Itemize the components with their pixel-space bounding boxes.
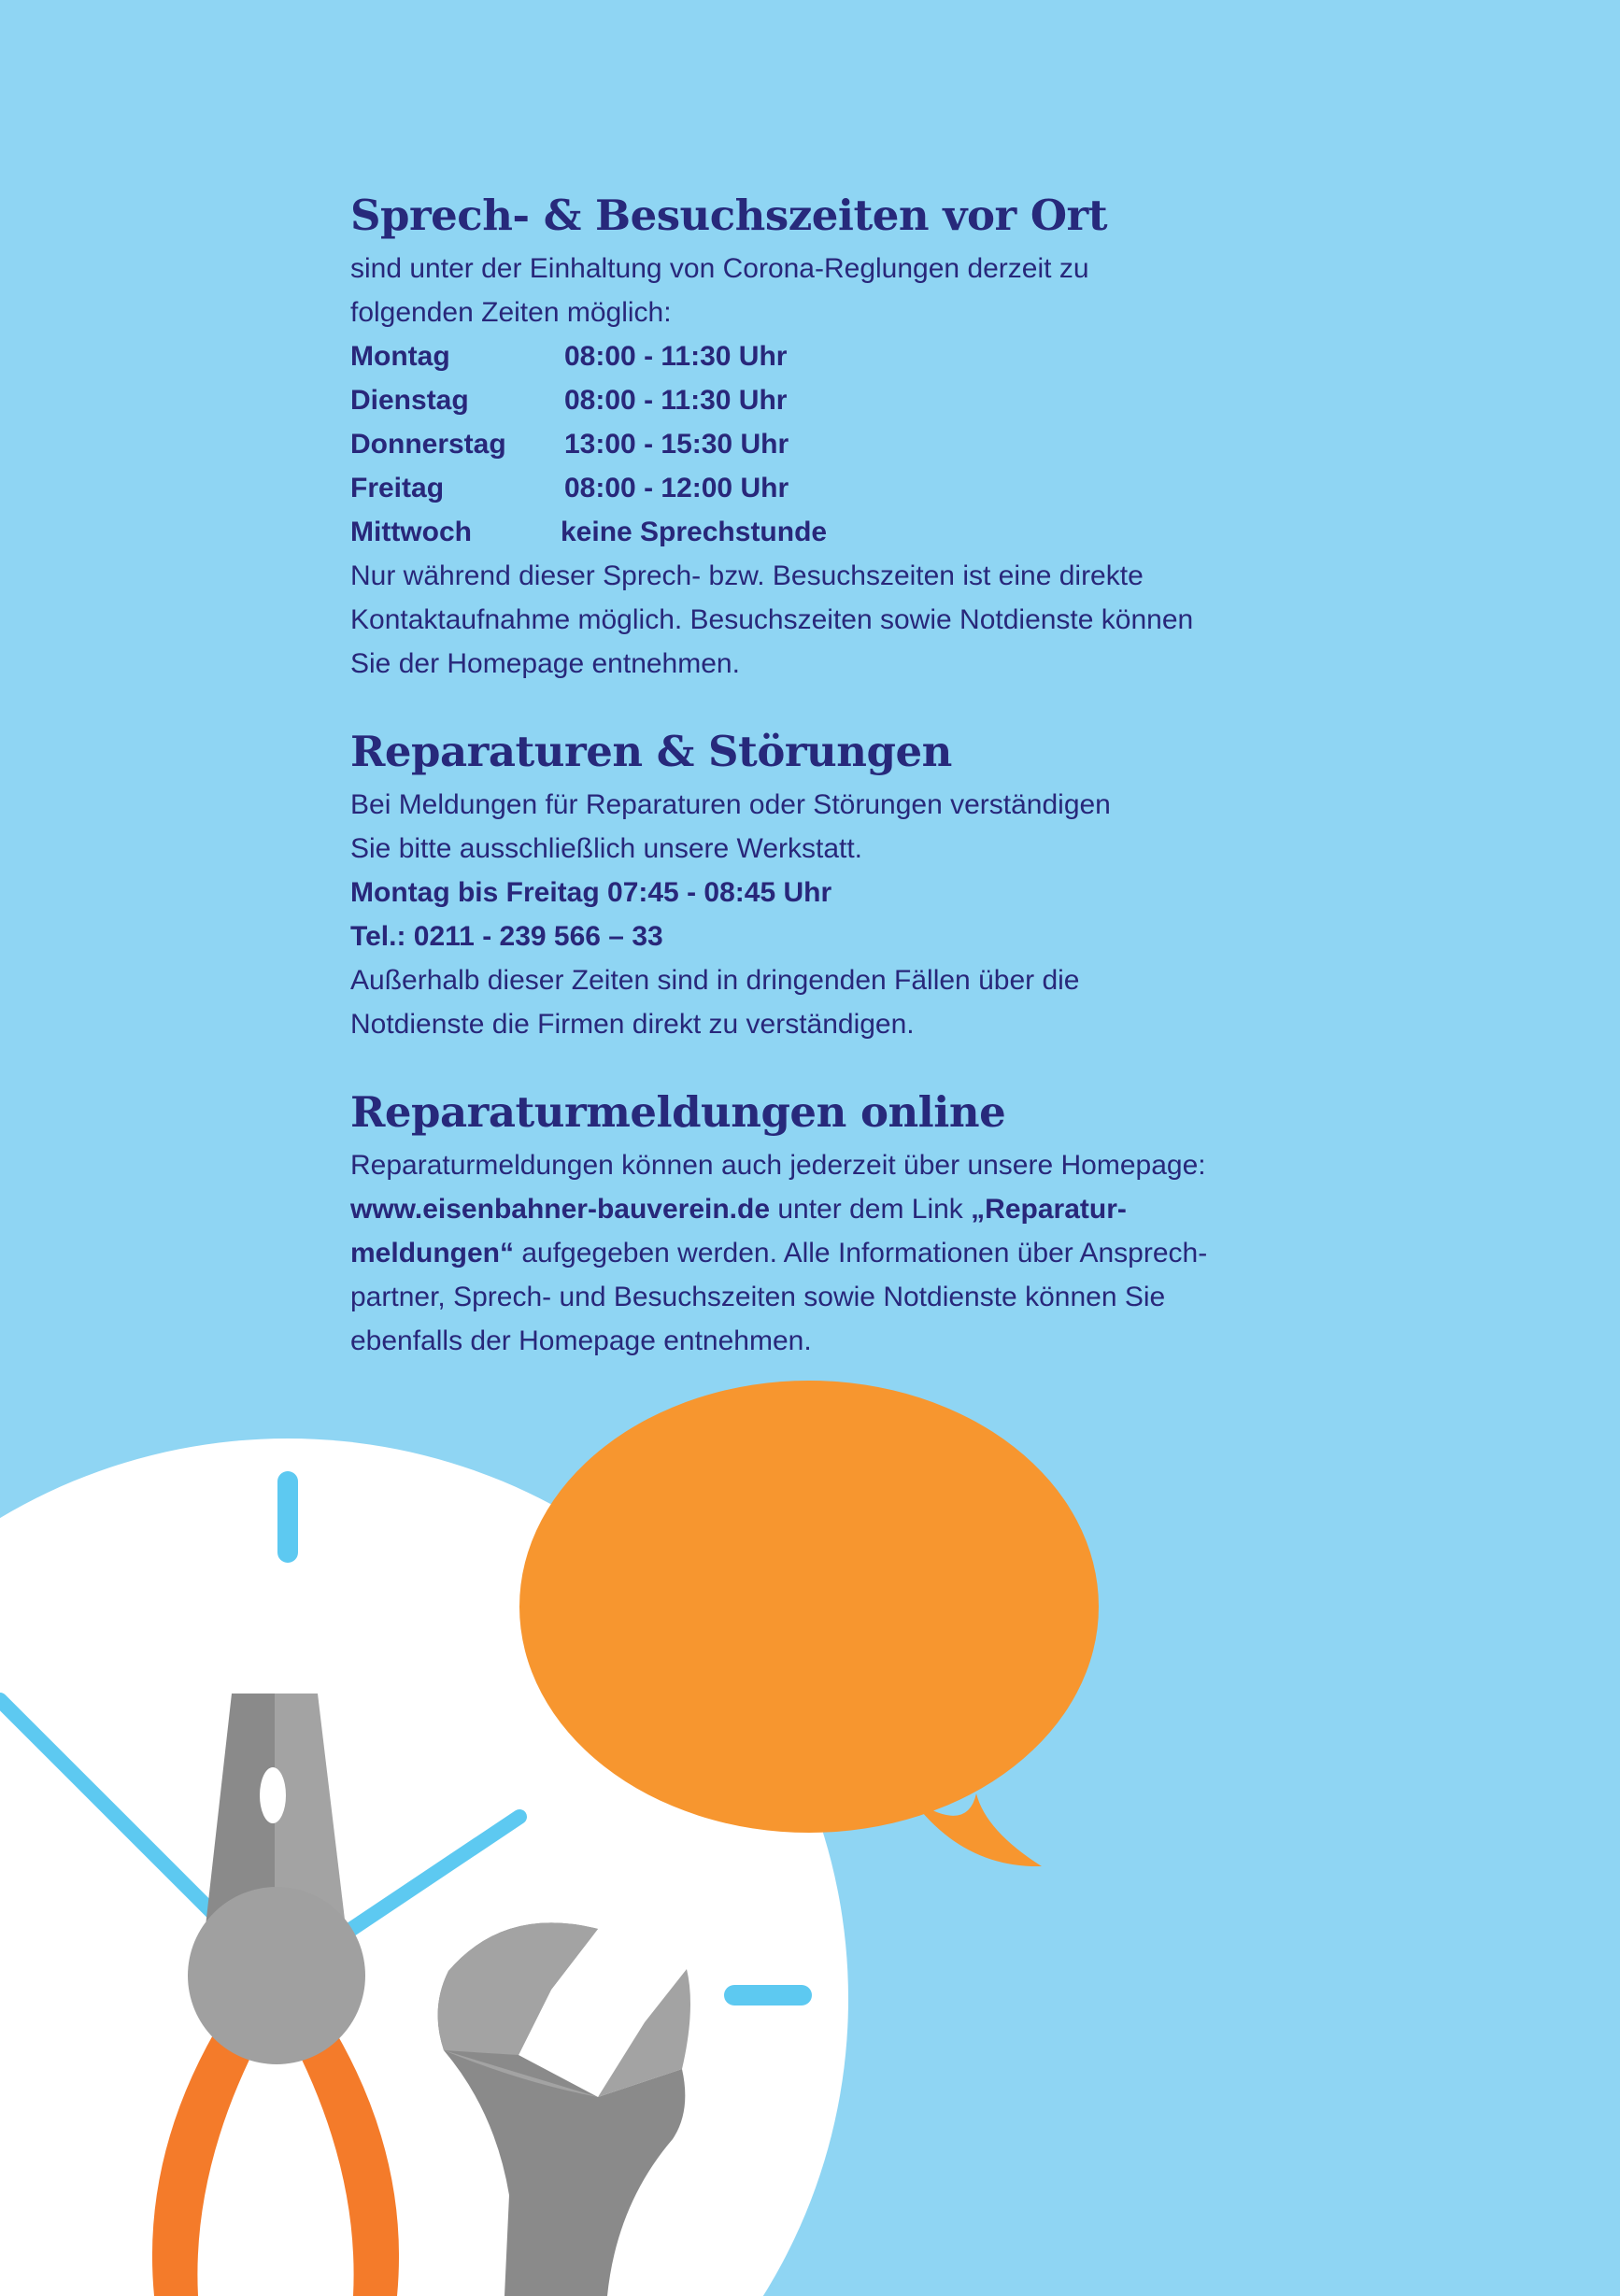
schedule-row bbox=[350, 334, 1285, 378]
schedule-day: Mittwoch bbox=[350, 517, 472, 547]
after-hours-line: Außerhalb dieser Zeiten sind in dringenden Fällen über die bbox=[350, 965, 1080, 996]
heading-office-hours: Sprech- & Besuchszeiten vor Ort bbox=[350, 191, 1108, 240]
heading-online: Reparaturmeldungen online bbox=[350, 1087, 1006, 1137]
schedule-row bbox=[350, 422, 1285, 466]
section-office-hours bbox=[350, 187, 1285, 686]
workshop-hours: Montag bis Freitag 07:45 - 08:45 Uhr bbox=[350, 877, 832, 908]
website-link[interactable]: www.eisenbahner-bauverein.de bbox=[350, 1194, 771, 1225]
link-text: unter dem Link bbox=[770, 1194, 972, 1225]
content bbox=[350, 187, 1285, 1400]
schedule-time: 08:00 - 11:30 Uhr bbox=[564, 341, 788, 372]
note-line: Kontaktaufnahme möglich. Besuchszeiten sowie Notdienste können bbox=[350, 604, 1194, 635]
note-line: Sie der Homepage entnehmen. bbox=[350, 648, 740, 679]
online-line: ebenfalls der Homepage entnehmen. bbox=[350, 1325, 812, 1356]
schedule-day: Montag bbox=[350, 341, 450, 372]
intro-line: folgenden Zeiten möglich: bbox=[350, 297, 672, 328]
online-line bbox=[350, 1231, 1285, 1275]
online-line bbox=[350, 1187, 1285, 1231]
schedule-time: 13:00 - 15:30 Uhr bbox=[564, 429, 789, 460]
repairs-line: Sie bitte ausschließlich unsere Werkstatt. bbox=[350, 833, 863, 864]
schedule-day: Dienstag bbox=[350, 385, 469, 416]
schedule-day: Freitag bbox=[350, 473, 445, 503]
online-line: partner, Sprech- und Besuchszeiten sowie Notdienste können Sie bbox=[350, 1282, 1166, 1312]
online-line: Reparaturmeldungen können auch jederzeit über unsere Homepage: bbox=[350, 1150, 1206, 1181]
repairs-line: Bei Meldungen für Reparaturen oder Störungen verständigen bbox=[350, 789, 1111, 820]
note-line: Nur während dieser Sprech- bzw. Besuchszeiten ist eine direkte bbox=[350, 560, 1144, 591]
schedule-time: 08:00 - 12:00 Uhr bbox=[564, 473, 789, 503]
section-online bbox=[350, 1084, 1285, 1363]
online-text: aufgegeben werden. Alle Informationen über Ansprech- bbox=[514, 1238, 1208, 1268]
schedule-table bbox=[350, 334, 1285, 554]
heading-repairs: Reparaturen & Störungen bbox=[350, 727, 952, 776]
repair-link-label[interactable]: „Reparatur- bbox=[971, 1194, 1127, 1225]
section-repairs bbox=[350, 723, 1285, 1046]
intro-line: sind unter der Einhaltung von Corona-Reglungen derzeit zu bbox=[350, 253, 1089, 284]
schedule-row bbox=[350, 378, 1285, 422]
schedule-day: Donnerstag bbox=[350, 429, 506, 460]
schedule-row bbox=[350, 466, 1285, 510]
after-hours-line: Notdienste die Firmen direkt zu verständigen. bbox=[350, 1009, 915, 1040]
repair-link-label[interactable]: meldungen“ bbox=[350, 1238, 515, 1268]
schedule-row bbox=[350, 510, 1285, 554]
schedule-time: 08:00 - 11:30 Uhr bbox=[564, 385, 788, 416]
workshop-phone: Tel.: 0211 - 239 566 – 33 bbox=[350, 921, 663, 952]
schedule-time: keine Sprechstunde bbox=[561, 517, 828, 547]
